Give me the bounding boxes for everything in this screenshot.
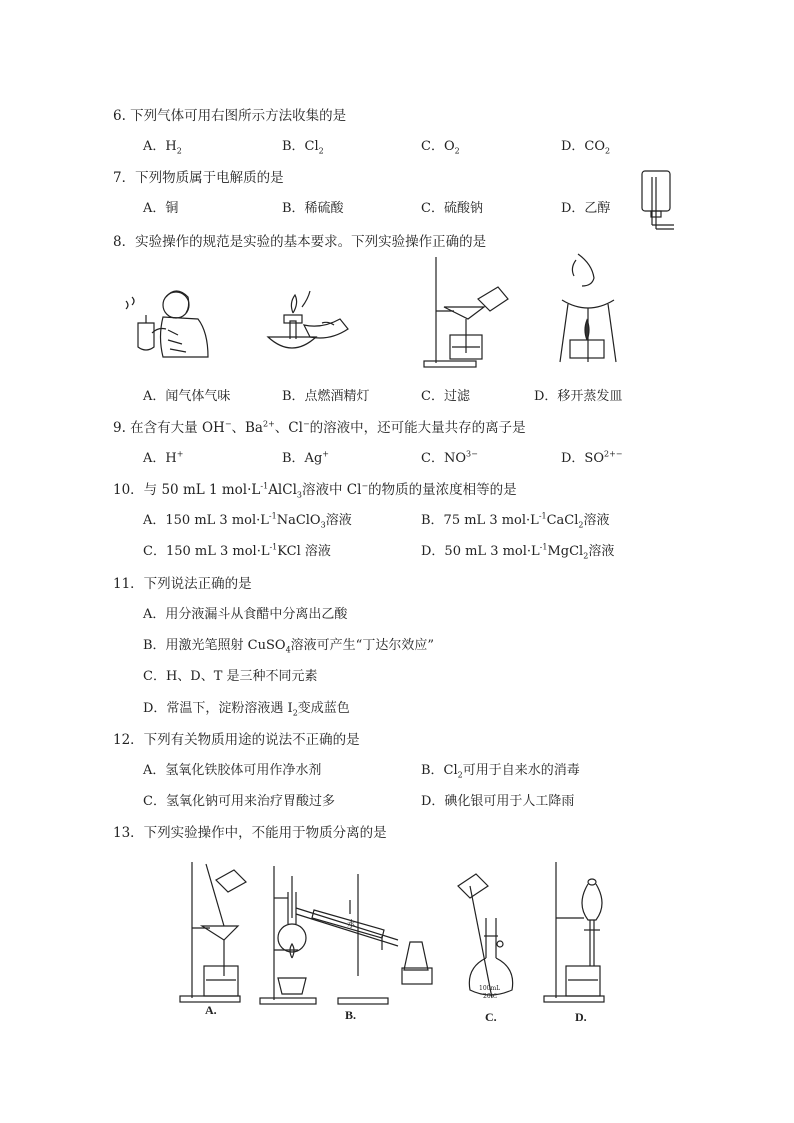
q12-option-c: C．氢氧化钠可用来治疗胃酸过多 bbox=[143, 794, 335, 809]
apparatus-b-distillation bbox=[258, 858, 448, 1008]
q6-option-d: D．$CO_2$ bbox=[561, 139, 611, 156]
apparatus-label-c: C. bbox=[485, 1010, 497, 1024]
q13-stem: 13．下列实验操作中，不能用于物质分离的是 bbox=[113, 825, 387, 841]
q12-option-b: B．$Cl_2$可用于自来水的消毒 bbox=[421, 763, 580, 780]
q10-option-c: C．150 mL 3 $mol\cdot L^{-1}KCl$ 溶液 bbox=[143, 542, 331, 559]
q11-option-a: A．用分液漏斗从食醋中分离出乙酸 bbox=[143, 607, 348, 622]
q6-option-c: C．$O_2$ bbox=[421, 139, 460, 156]
q7-option-a: A．铜 bbox=[143, 201, 179, 216]
q8-option-b: B．点燃酒精灯 bbox=[282, 389, 370, 404]
q12-option-a: A．氢氧化铁胶体可用作净水剂 bbox=[143, 763, 322, 778]
q9-option-a: A．H+ bbox=[143, 449, 184, 466]
apparatus-d-separatory-funnel bbox=[540, 858, 610, 1008]
q9-option-d: D．$SO^{2+-}$ bbox=[561, 449, 623, 466]
q10-option-a: A．150 mL 3 $mol\cdot L^{-1}NaClO_3$溶液 bbox=[143, 511, 352, 530]
evaporating-dish-figure bbox=[548, 250, 628, 370]
q11-option-b: B．用激光笔照射 CuSO$_4$溶液可产生“丁达尔效应” bbox=[143, 638, 434, 655]
q7-option-c: C．硫酸钠 bbox=[421, 201, 483, 216]
smell-gas-figure bbox=[118, 285, 218, 370]
apparatus-label-d: D. bbox=[575, 1010, 587, 1024]
q10-option-b: B．75 mL 3 $mol\cdot L^{-1}CaCl_2$溶液 bbox=[421, 511, 610, 530]
q6-option-b: B．$Cl_2$ bbox=[282, 139, 324, 156]
apparatus-a-filtration bbox=[178, 858, 248, 1008]
apparatus-label-b: B. bbox=[345, 1008, 357, 1022]
q8-option-c: C．过滤 bbox=[421, 389, 470, 404]
q7-stem: 7．下列物质属于电解质的是 bbox=[113, 170, 284, 186]
q9-stem: 9. 在含有大量 OH−、$Ba^{2+}$、Cl−的溶液中，还可能大量共存的离子是 bbox=[113, 419, 526, 436]
q10-stem: 10．与 50 mL 1 $mol\cdot L^{-1}AlCl_3$溶液中 Cl−的物质的量浓度相等的是 bbox=[113, 481, 517, 500]
q8-option-a: A．闻气体气味 bbox=[143, 389, 231, 404]
q11-stem: 11．下列说法正确的是 bbox=[113, 576, 252, 592]
flask-capacity-text: 100mL bbox=[479, 985, 501, 992]
water-label: 水 bbox=[347, 919, 357, 929]
q12-stem: 12．下列有关物质用途的说法不正确的是 bbox=[113, 732, 360, 748]
q12-option-d: D．碘化银可用于人工降雨 bbox=[421, 794, 575, 809]
filtration-figure bbox=[418, 255, 518, 370]
q7-option-b: B．稀硫酸 bbox=[282, 201, 344, 216]
q11-option-d: D．常温下，淀粉溶液遇 $I_2$变成蓝色 bbox=[143, 701, 350, 718]
q9-option-c: C．$NO^{3-}$ bbox=[421, 449, 478, 466]
flask-temperature-text: 20℃ bbox=[483, 993, 498, 1000]
q11-option-c: C．H、D、T 是三种不同元素 bbox=[143, 669, 318, 684]
q8-option-d: D．移开蒸发皿 bbox=[534, 389, 623, 404]
apparatus-label-a: A. bbox=[205, 1003, 217, 1017]
gas-collection-bottle-figure bbox=[640, 167, 680, 237]
q9-option-b: B．Ag+ bbox=[282, 449, 329, 466]
q10-option-d: D．50 mL 3 $mol\cdot L^{-1}MgCl_2$溶液 bbox=[421, 542, 615, 561]
q8-stem: 8．实验操作的规范是实验的基本要求。下列实验操作正确的是 bbox=[113, 234, 487, 250]
q6-stem: 6. 下列气体可用右图所示方法收集的是 bbox=[113, 108, 347, 124]
q7-option-d: D．乙醇 bbox=[561, 201, 611, 216]
q6-option-a: A．$H_2$ bbox=[143, 139, 182, 156]
light-alcohol-lamp-figure bbox=[262, 285, 352, 365]
